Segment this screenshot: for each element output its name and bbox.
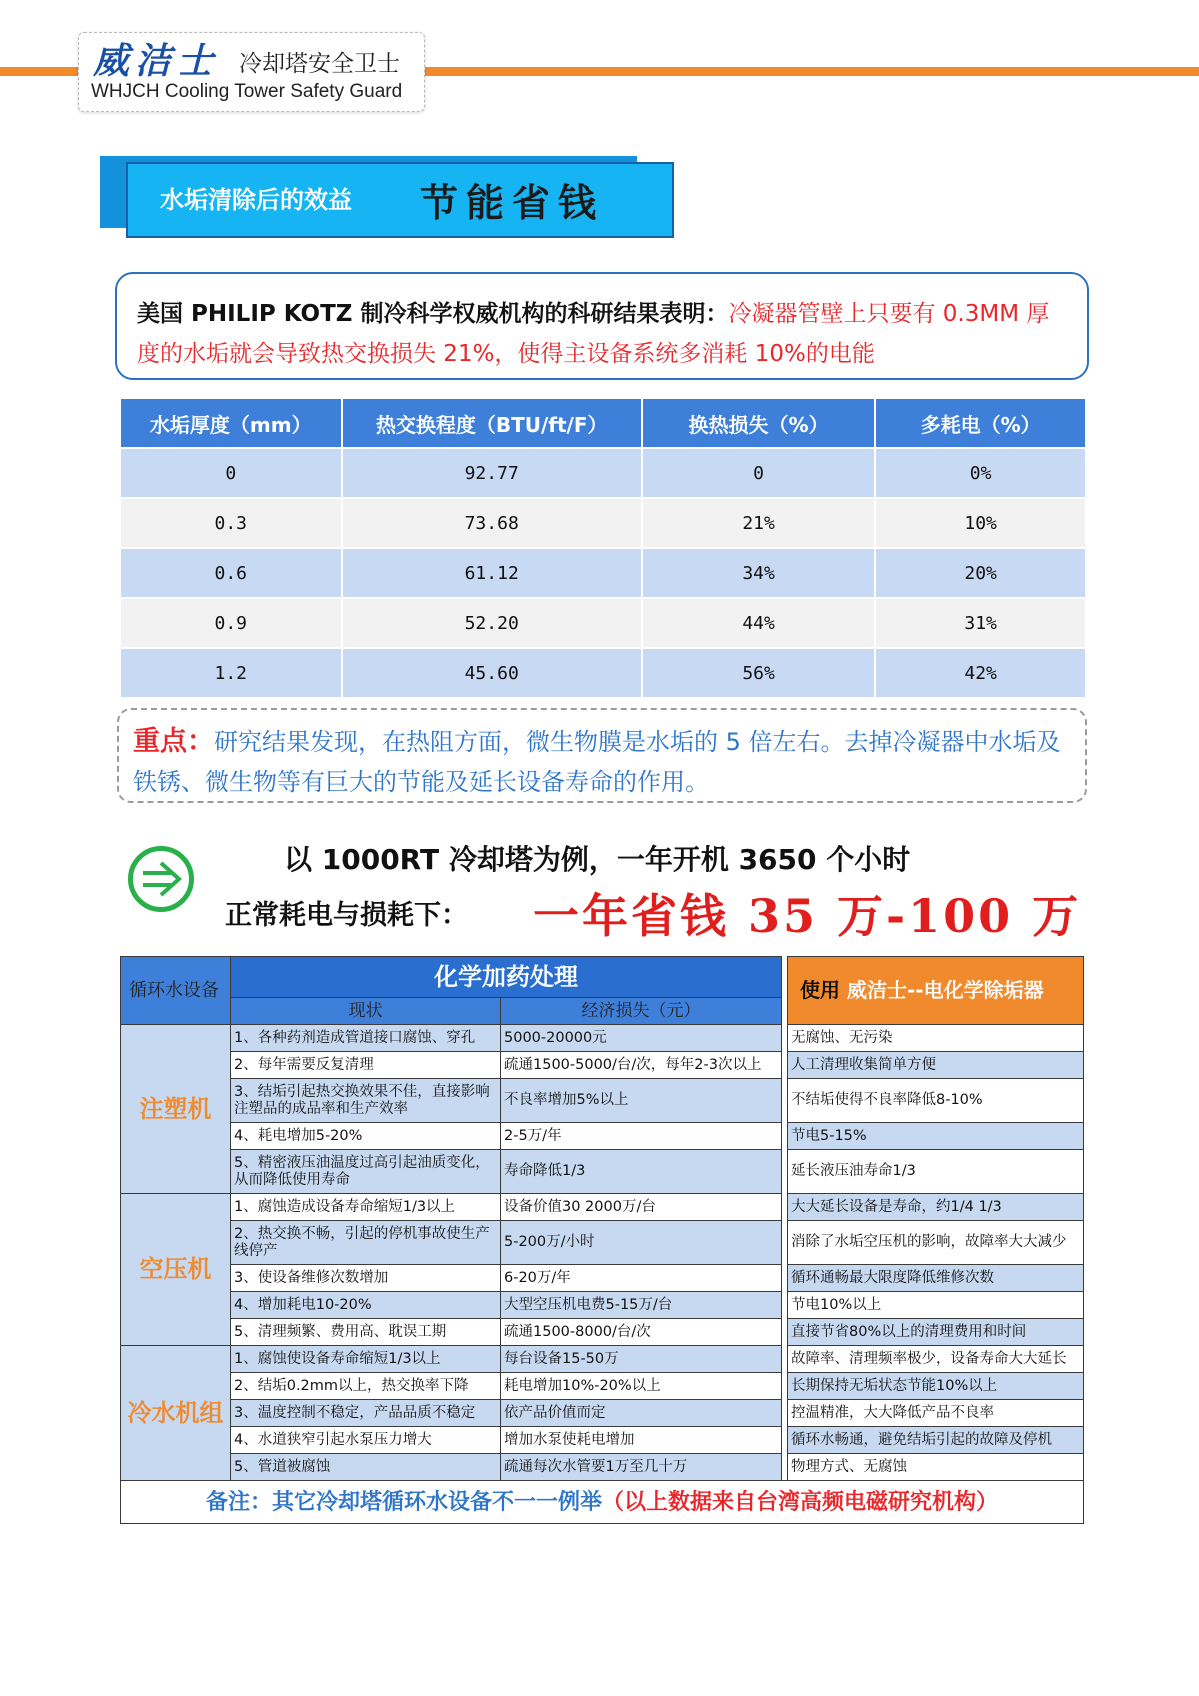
- table-row: [121, 1400, 1084, 1427]
- subheader-status: 现状: [231, 998, 501, 1025]
- cell-benefit: 控温精准，大大降低产品不良率: [788, 1400, 1084, 1427]
- cell-heat-loss: 21%: [642, 498, 875, 548]
- cell-thickness: 0.6: [120, 548, 342, 598]
- keypoint-text: 研究结果发现，在热阻方面，微生物膜是水垢的 5 倍左右。去掉冷凝器中水垢及铁锈、微生物等有巨大的节能及延长设备寿命的作用。: [133, 728, 1061, 796]
- cell-benefit: 物理方式、无腐蚀: [788, 1454, 1084, 1481]
- table-row: [121, 1025, 1084, 1052]
- table-row: [120, 598, 1086, 648]
- cell-heat-loss: 0: [642, 448, 875, 498]
- cell-benefit: 无腐蚀、无污染: [788, 1025, 1084, 1052]
- cell-extra-power: 0%: [875, 448, 1086, 498]
- cell-heat-exchange: 45.60: [342, 648, 642, 698]
- table-row: [121, 1454, 1084, 1481]
- cell-benefit: 节电5-15%: [788, 1123, 1084, 1150]
- logo-brand-cn: 威洁士: [93, 40, 220, 82]
- banner-title: 水垢清除后的效益: [160, 186, 352, 214]
- cell-benefit: 循环水畅通，避免结垢引起的故障及停机: [788, 1427, 1084, 1454]
- cell-extra-power: 31%: [875, 598, 1086, 648]
- table-footnote: [121, 1481, 1084, 1524]
- cell-status: 5、精密液压油温度过高引起油质变化，从而降低使用寿命: [231, 1150, 501, 1194]
- cell-loss: 5000-20000元: [501, 1025, 782, 1052]
- cell-benefit: 长期保持无垢状态节能10%以上: [788, 1373, 1084, 1400]
- cell-heat-loss: 44%: [642, 598, 875, 648]
- cell-status: 3、温度控制不稳定，产品品质不稳定: [231, 1400, 501, 1427]
- cell-loss: 依产品价值而定: [501, 1400, 782, 1427]
- cell-loss: 增加水泵使耗电增加: [501, 1427, 782, 1454]
- cell-benefit: 故障率、清理频率极少，设备寿命大大延长: [788, 1346, 1084, 1373]
- col-header-heat-exchange: 热交换程度（BTU/ft/F）: [342, 398, 642, 448]
- banner-highlight: 节能省钱: [420, 180, 605, 225]
- cell-loss: 2-5万/年: [501, 1123, 782, 1150]
- device-header-prefix: 使用: [800, 978, 840, 1002]
- table-row: [120, 448, 1086, 498]
- table-row: [121, 1292, 1084, 1319]
- table-row: [121, 1319, 1084, 1346]
- table-row: [121, 1427, 1084, 1454]
- group-injection-molding: 注塑机: [121, 1025, 231, 1194]
- research-intro-box: [115, 272, 1089, 380]
- group-air-compressor: 空压机: [121, 1194, 231, 1346]
- keypoint-box: [117, 708, 1087, 803]
- intro-finding: 冷凝器管壁上只要有 0.3MM 厚度的水垢就会导致热交换损失 21%，使得主设备系统多消耗 10%的电能: [137, 301, 1050, 367]
- col-header-thickness: 水垢厚度（mm）: [120, 398, 342, 448]
- cell-status: 3、使设备维修次数增加: [231, 1265, 501, 1292]
- cell-thickness: 0: [120, 448, 342, 498]
- example-line-1: 以 1000RT 冷却塔为例，一年开机 3650 个小时: [284, 843, 911, 876]
- col-header-heat-loss: 换热损失（%）: [642, 398, 875, 448]
- cell-heat-loss: 56%: [642, 648, 875, 698]
- footnote-source: （以上数据来自台湾高频电磁研究机构）: [602, 1489, 999, 1515]
- table-row: [121, 1221, 1084, 1265]
- cell-benefit: 延长液压油寿命1/3: [788, 1150, 1084, 1194]
- table-row: [121, 1079, 1084, 1123]
- table-row: [120, 548, 1086, 598]
- table-row: [120, 498, 1086, 548]
- keypoint-label: 重点：: [133, 726, 214, 757]
- cell-benefit: 直接节省80%以上的清理费用和时间: [788, 1319, 1084, 1346]
- logo: [78, 32, 425, 112]
- cell-extra-power: 20%: [875, 548, 1086, 598]
- footnote-main: 备注：其它冷却塔循环水设备不一一例举: [205, 1489, 602, 1515]
- cell-status: 2、每年需要反复清理: [231, 1052, 501, 1079]
- cell-benefit: 消除了水垢空压机的影响，故障率大大减少: [788, 1221, 1084, 1265]
- cell-loss: 不良率增加5%以上: [501, 1079, 782, 1123]
- cell-benefit: 不结垢使得不良率降低8-10%: [788, 1079, 1084, 1123]
- cell-benefit: 大大延长设备是寿命，约1/4 1/3: [788, 1194, 1084, 1221]
- cell-heat-loss: 34%: [642, 548, 875, 598]
- cell-benefit: 节电10%以上: [788, 1292, 1084, 1319]
- cell-loss: 大型空压机电费5-15万/台: [501, 1292, 782, 1319]
- cell-benefit: 循环通畅最大限度降低维修次数: [788, 1265, 1084, 1292]
- col-header-extra-power: 多耗电（%）: [875, 398, 1086, 448]
- logo-tagline: 冷却塔安全卫士: [239, 51, 400, 77]
- chem-header: 化学加药处理: [231, 957, 782, 998]
- table-row: [120, 648, 1086, 698]
- example-saving: 一年省钱 35 万-100 万: [533, 889, 1082, 943]
- scale-thickness-table: [119, 397, 1087, 699]
- cell-extra-power: 42%: [875, 648, 1086, 698]
- cell-loss: 疏通1500-8000/台/次: [501, 1319, 782, 1346]
- cell-status: 5、清理频繁、费用高、耽误工期: [231, 1319, 501, 1346]
- table-row: [121, 1052, 1084, 1079]
- cell-status: 4、水道狭窄引起水泵压力增大: [231, 1427, 501, 1454]
- table-row: [121, 1194, 1084, 1221]
- cell-heat-exchange: 73.68: [342, 498, 642, 548]
- cell-status: 1、腐蚀使设备寿命缩短1/3以上: [231, 1346, 501, 1373]
- cell-thickness: 0.9: [120, 598, 342, 648]
- cell-benefit: 人工清理收集简单方便: [788, 1052, 1084, 1079]
- cell-status: 4、增加耗电10-20%: [231, 1292, 501, 1319]
- table-row: [121, 1265, 1084, 1292]
- cell-loss: 每台设备15-50万: [501, 1346, 782, 1373]
- subheader-loss: 经济损失（元）: [501, 998, 782, 1025]
- cell-status: 4、耗电增加5-20%: [231, 1123, 501, 1150]
- table-row: [121, 1373, 1084, 1400]
- cell-status: 1、腐蚀造成设备寿命缩短1/3以上: [231, 1194, 501, 1221]
- cell-loss: 耗电增加10%-20%以上: [501, 1373, 782, 1400]
- cell-status: 2、结垢0.2mm以上，热交换率下降: [231, 1373, 501, 1400]
- example-line-2: 正常耗电与损耗下：: [225, 900, 468, 931]
- cell-thickness: 1.2: [120, 648, 342, 698]
- cell-heat-exchange: 61.12: [342, 548, 642, 598]
- cell-loss: 6-20万/年: [501, 1265, 782, 1292]
- cell-loss: 寿命降低1/3: [501, 1150, 782, 1194]
- cell-status: 1、各种药剂造成管道接口腐蚀、穿孔: [231, 1025, 501, 1052]
- cell-extra-power: 10%: [875, 498, 1086, 548]
- cell-status: 5、管道被腐蚀: [231, 1454, 501, 1481]
- logo-brand-en: WHJCH Cooling Tower Safety Guard: [91, 81, 403, 102]
- cell-loss: 疏通1500-5000/台/次，每年2-3次以上: [501, 1052, 782, 1079]
- cell-thickness: 0.3: [120, 498, 342, 548]
- cell-loss: 疏通每次水管要1万至几十万: [501, 1454, 782, 1481]
- table-row: [121, 1150, 1084, 1194]
- cell-status: 2、热交换不畅，引起的停机事故使生产线停产: [231, 1221, 501, 1265]
- cell-heat-exchange: 92.77: [342, 448, 642, 498]
- cell-status: 3、结垢引起热交换效果不佳，直接影响注塑品的成品率和生产效率: [231, 1079, 501, 1123]
- cell-heat-exchange: 52.20: [342, 598, 642, 648]
- comparison-table: [120, 956, 1084, 1524]
- table-row: [121, 1346, 1084, 1373]
- device-header: [788, 957, 1084, 1025]
- cell-loss: 5-200万/小时: [501, 1221, 782, 1265]
- group-chiller: 冷水机组: [121, 1346, 231, 1481]
- cell-loss: 设备价值30 2000万/台: [501, 1194, 782, 1221]
- equip-header: 循环水设备: [121, 957, 231, 1025]
- intro-lead: 美国 PHILIP KOTZ 制冷科学权威机构的科研结果表明：: [137, 301, 729, 327]
- device-header-brand: 威洁士--电化学除垢器: [846, 978, 1044, 1002]
- table-row: [121, 1123, 1084, 1150]
- green-arrow-circle-icon: [128, 846, 194, 912]
